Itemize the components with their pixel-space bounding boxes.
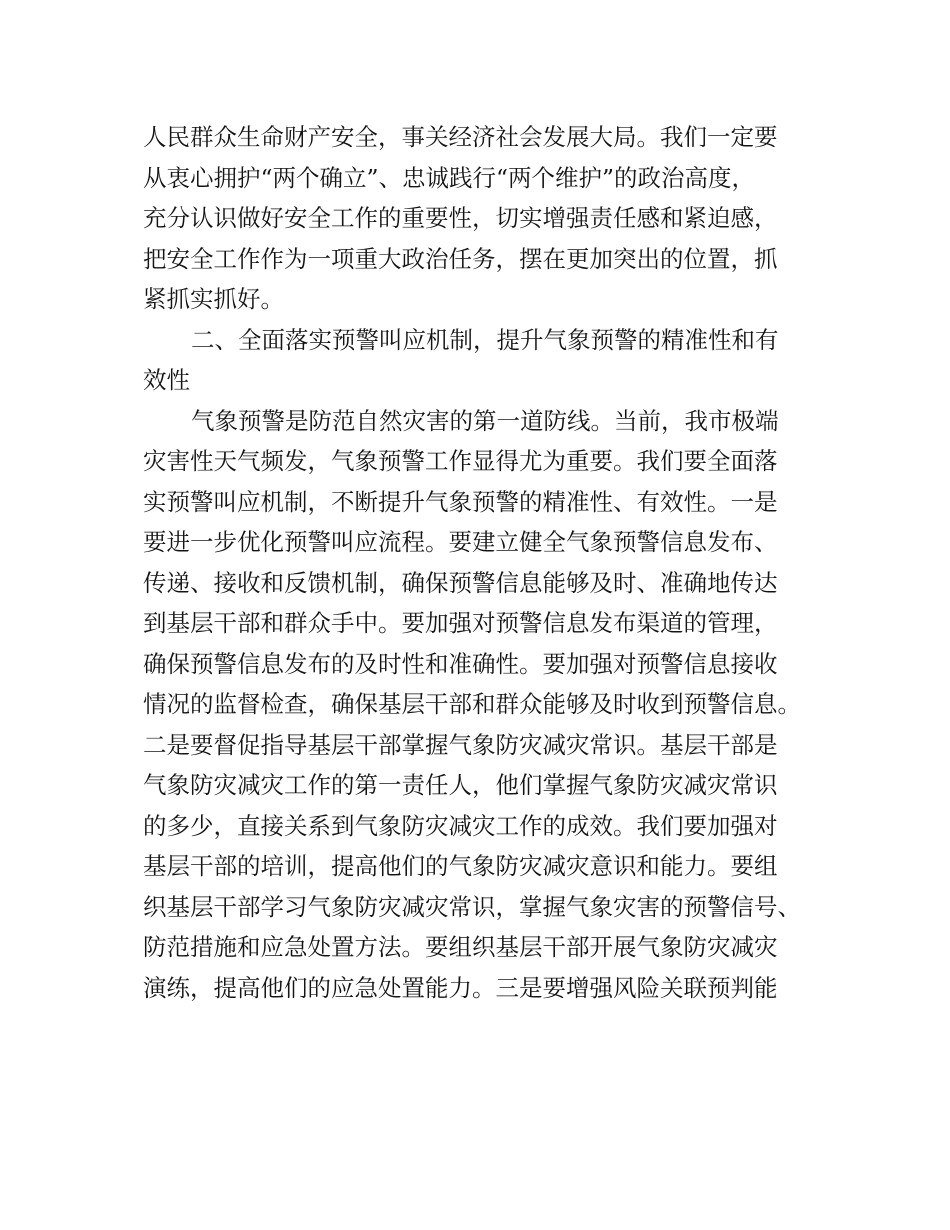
paragraph-line: 要进一步优化预警叫应流程。要建立健全气象预警信息发布、 bbox=[143, 528, 778, 556]
paragraph-line: 传递、接收和反馈机制，确保预警信息能够及时、准确地传达 bbox=[143, 568, 778, 597]
paragraph-line: 从衷心拥护“两个确立”、忠诚践行“两个维护”的政治高度， bbox=[143, 163, 756, 192]
paragraph-line: 基层干部的培训，提高他们的气象防灾减灾意识和能力。要组 bbox=[143, 852, 778, 880]
paragraph-line: 把安全工作作为一项重大政治任务，摆在更加突出的位置，抓 bbox=[143, 244, 778, 273]
paragraph-line: 实预警叫应机制，不断提升气象预警的精准性、有效性。一是 bbox=[143, 487, 778, 516]
paragraph-line: 气象防灾减灾工作的第一责任人，他们掌握气象防灾减灾常识 bbox=[143, 771, 778, 799]
paragraph-line: 到基层干部和群众手中。要加强对预警信息发布渠道的管理， bbox=[143, 609, 778, 637]
paragraph-line: 人民群众生命财产安全，事关经济社会发展大局。我们一定要 bbox=[143, 123, 778, 151]
paragraph-line: 演练，提高他们的应急处置能力。三是要增强风险关联预判能 bbox=[143, 973, 778, 1002]
paragraph-line: 充分认识做好安全工作的重要性，切实增强责任感和紧迫感， bbox=[143, 204, 778, 232]
section-heading-line: 效性 bbox=[143, 366, 190, 394]
paragraph-line: 二是要督促指导基层干部掌握气象防灾减灾常识。基层干部是 bbox=[143, 730, 778, 759]
paragraph-line: 情况的监督检查，确保基层干部和群众能够及时收到预警信息。 bbox=[143, 690, 801, 718]
paragraph-line: 的多少，直接关系到气象防灾减灾工作的成效。我们要加强对 bbox=[143, 811, 778, 840]
body-text bbox=[143, 117, 823, 1008]
paragraph-line: 灾害性天气频发，气象预警工作显得尤为重要。我们要全面落 bbox=[143, 447, 778, 475]
paragraph-line: 气象预警是防范自然灾害的第一道防线。当前，我市极端 bbox=[191, 406, 779, 435]
section-heading-line: 二、全面落实预警叫应机制，提升气象预警的精准性和有 bbox=[191, 325, 779, 354]
paragraph-line: 防范措施和应急处置方法。要组织基层干部开展气象防灾减灾 bbox=[143, 933, 778, 961]
paragraph-line: 织基层干部学习气象防灾减灾常识，掌握气象灾害的预警信号、 bbox=[143, 892, 801, 921]
paragraph-line: 紧抓实抓好。 bbox=[143, 285, 284, 313]
paragraph-line: 确保预警信息发布的及时性和准确性。要加强对预警信息接收 bbox=[143, 649, 778, 678]
